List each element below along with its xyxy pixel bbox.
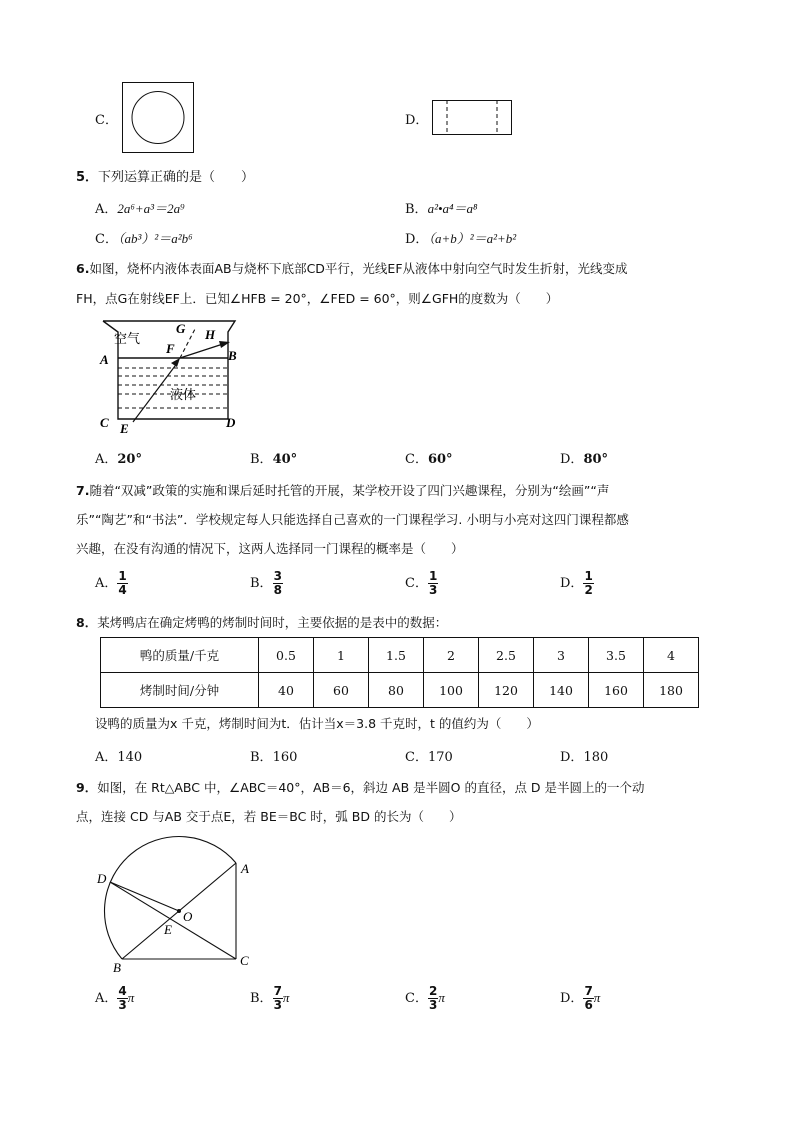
question-number: 6. <box>76 261 90 276</box>
point-a: A <box>241 861 249 876</box>
option-label: A． <box>95 576 118 591</box>
option-text: 2a⁶+a³＝2a⁹ <box>117 201 185 216</box>
q4-option-c-label: C． <box>95 113 118 128</box>
denominator: 3 <box>428 998 438 1012</box>
denominator: 3 <box>428 583 438 597</box>
table-cell: 4 <box>644 638 699 673</box>
q8-option-d[interactable] <box>560 746 608 765</box>
point-c: C <box>100 415 109 430</box>
option-label: A． <box>95 750 118 765</box>
q4-option-d-label: D． <box>405 113 429 128</box>
beaker-figure <box>98 318 243 436</box>
table-cell: 2.5 <box>479 638 534 673</box>
q4-option-d-figure <box>432 100 512 135</box>
q5-option-c[interactable] <box>95 228 193 247</box>
duck-data-table <box>100 637 699 708</box>
option-label: C． <box>405 750 428 765</box>
option-label: A． <box>95 452 118 467</box>
table-cell: 180 <box>644 673 699 708</box>
numerator: 4 <box>118 984 127 998</box>
numerator: 7 <box>584 984 593 998</box>
point-g: G <box>176 321 186 336</box>
numerator: 1 <box>428 569 438 583</box>
option-label: B． <box>250 452 273 467</box>
q7-option-c[interactable] <box>405 570 438 597</box>
question-stem-line: 如图，烧杯内液体表面AB与烧杯下底部CD平行，光线EF从液体中射向空气时发生折射，光线变成 <box>89 261 628 276</box>
question-number: 5． <box>76 170 99 185</box>
table-cell: 1.5 <box>369 638 424 673</box>
point-o: O <box>183 909 193 924</box>
pi-symbol: π <box>127 990 135 1005</box>
option-label: A． <box>95 202 118 217</box>
option-text: a²•a⁴＝a⁸ <box>427 201 478 216</box>
label-air: 空气 <box>114 332 141 347</box>
question-stem: 某烤鸭店在确定烤鸭的烤制时间时，主要依据的是表中的数据： <box>97 615 448 630</box>
pi-symbol: π <box>593 990 601 1005</box>
option-label: B． <box>405 202 428 217</box>
q5-option-d[interactable] <box>405 228 516 247</box>
question-number: 7. <box>76 483 90 498</box>
pi-symbol: π <box>438 990 445 1005</box>
denominator: 8 <box>273 583 282 597</box>
option-label: D． <box>560 750 584 765</box>
q5-option-b[interactable] <box>405 198 478 217</box>
question-8 <box>76 613 447 631</box>
point-a: A <box>100 352 109 367</box>
fraction <box>428 570 438 597</box>
option-label: C． <box>95 232 118 247</box>
fraction <box>117 570 127 597</box>
pi-symbol: π <box>282 990 290 1005</box>
numerator: 3 <box>273 569 282 583</box>
table-cell: 100 <box>424 673 479 708</box>
point-b: B <box>113 960 121 975</box>
option-text: 160 <box>272 750 298 765</box>
table-cell: 140 <box>534 673 589 708</box>
q7-option-b[interactable] <box>250 570 283 597</box>
table-cell: 1 <box>314 638 369 673</box>
fraction <box>583 570 593 597</box>
option-label: C． <box>405 452 428 467</box>
q7-option-d[interactable] <box>560 570 594 597</box>
question-7-line-3: 兴趣，在没有沟通的情况下，这两人选择同一门课程的概率是（ ） <box>76 541 464 556</box>
fraction <box>583 985 593 1012</box>
numerator: 1 <box>584 569 593 583</box>
point-e: E <box>164 922 172 937</box>
table-cell: 120 <box>479 673 534 708</box>
q9-option-c[interactable] <box>405 985 445 1012</box>
option-text: （ab³）²＝a²b⁶ <box>117 231 193 246</box>
question-stem: 下列运算正确的是（ ） <box>98 170 255 185</box>
q5-option-a[interactable] <box>95 198 185 217</box>
point-h: H <box>205 327 216 342</box>
point-d: D <box>226 415 236 430</box>
q6-option-a[interactable] <box>95 448 142 467</box>
denominator: 3 <box>118 998 127 1012</box>
q9-option-a[interactable] <box>95 985 134 1012</box>
option-label: D． <box>560 576 584 591</box>
denominator: 6 <box>584 998 593 1012</box>
row-header: 烤制时间/分钟 <box>101 673 259 708</box>
option-text: 40° <box>272 452 298 467</box>
table-cell: 2 <box>424 638 479 673</box>
fraction <box>428 985 438 1012</box>
denominator: 3 <box>273 998 282 1012</box>
question-8-followup: 设鸭的质量为x 千克，烤制时间为t．估计当x＝3.8 千克时，t 的值约为（ ） <box>95 716 539 731</box>
table-cell: 80 <box>369 673 424 708</box>
option-label: B． <box>250 576 273 591</box>
table-cell: 40 <box>259 673 314 708</box>
table-row <box>101 673 699 708</box>
row-header: 鸭的质量/千克 <box>101 638 259 673</box>
fraction <box>273 985 283 1012</box>
option-label: A． <box>95 991 118 1006</box>
question-stem-line: 如图，在 Rt△ABC 中，∠ABC＝40°，AB＝6，斜边 AB 是半圆O 的直径，点 D 是半圆上的一个动 <box>97 780 645 795</box>
option-text: （a+b）²＝a²+b² <box>428 231 517 246</box>
option-text: 60° <box>427 452 453 467</box>
q6-option-d[interactable] <box>560 448 608 467</box>
semicircle-figure <box>95 835 260 975</box>
option-label: B． <box>250 750 273 765</box>
option-text: 20° <box>117 452 142 467</box>
question-6 <box>76 259 628 277</box>
numerator: 7 <box>273 984 282 998</box>
question-9-line-2: 点，连接 CD 与AB 交于点E，若 BE＝BC 时，弧 BD 的长为（ ） <box>76 809 462 824</box>
option-label: B． <box>250 991 273 1006</box>
question-stem-line: 随着“双减”政策的实施和课后延时托管的开展，某学校开设了四门兴趣课程，分别为“绘画”“声 <box>89 483 610 498</box>
option-text: 140 <box>117 750 143 765</box>
option-label: D． <box>560 991 584 1006</box>
table-cell: 3.5 <box>589 638 644 673</box>
table-cell: 0.5 <box>259 638 314 673</box>
label-liquid: 液体 <box>170 388 197 403</box>
question-5 <box>76 166 254 185</box>
point-e: E <box>120 421 129 436</box>
numerator: 2 <box>428 984 438 998</box>
q9-option-b[interactable] <box>250 985 289 1012</box>
option-label: D． <box>405 232 429 247</box>
q6-option-b[interactable] <box>250 448 297 467</box>
question-number: 9． <box>76 780 98 795</box>
q8-option-b[interactable] <box>250 746 297 765</box>
point-b: B <box>228 348 237 363</box>
option-label: C． <box>405 991 428 1006</box>
option-label: C． <box>405 576 428 591</box>
question-number: 8． <box>76 615 98 630</box>
q9-option-d[interactable] <box>560 985 600 1012</box>
option-text: 80° <box>583 452 609 467</box>
q8-option-c[interactable] <box>405 746 453 765</box>
question-7 <box>76 481 609 499</box>
denominator: 4 <box>118 583 127 597</box>
denominator: 2 <box>584 583 593 597</box>
question-9 <box>76 778 645 796</box>
option-text: 180 <box>583 750 609 765</box>
fraction <box>117 985 127 1012</box>
question-7-line-2: 乐”“陶艺”和“书法”．学校规定每人只能选择自己喜欢的一门课程学习. 小明与小亮对这四门课程都感 <box>76 512 629 527</box>
q6-option-c[interactable] <box>405 448 453 467</box>
point-c: C <box>240 953 249 968</box>
table-cell: 160 <box>589 673 644 708</box>
question-6-line-2: FH，点G在射线EF上．已知∠HFB = 20°，∠FED = 60°，则∠GFH的度数为（ ） <box>76 291 559 306</box>
table-cell: 3 <box>534 638 589 673</box>
point-d: D <box>97 871 107 886</box>
q4-option-c-figure <box>122 82 194 153</box>
numerator: 1 <box>118 569 127 583</box>
option-label: D． <box>560 452 584 467</box>
q8-option-a[interactable] <box>95 746 142 765</box>
table-cell: 60 <box>314 673 369 708</box>
q7-option-a[interactable] <box>95 570 128 597</box>
option-text: 170 <box>427 750 453 765</box>
table-row <box>101 638 699 673</box>
point-f: F <box>166 341 175 356</box>
fraction <box>273 570 283 597</box>
